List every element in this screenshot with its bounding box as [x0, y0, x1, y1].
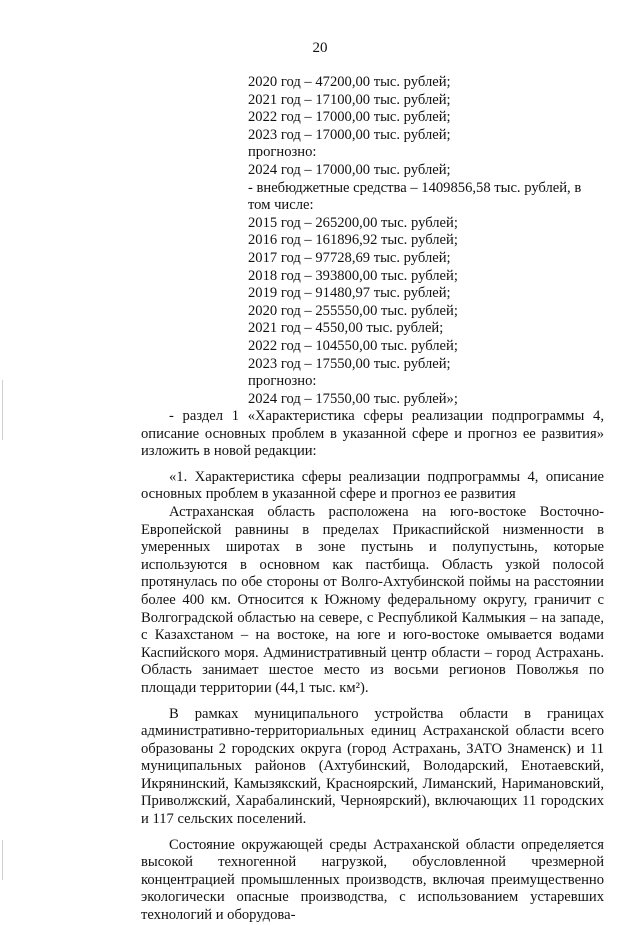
budget-list	[248, 74, 604, 408]
body-text	[141, 408, 604, 925]
forecast-label: прогнозно:	[248, 144, 317, 161]
paragraph-municipal: В рамках муниципального устройства области в границах административно-территориальных единиц Астраханской области всего образованы 2 городских округа (город Астрахань, ЗАТО Знаменск) и 11 муниципальных районов (Ахтубинский, Володарский, Енотаевский, Икрянинский, Камызякский, Красноярский, Лиманский, Наримановский, Приволжский, Харабалинский, Черноярский), включающих 11 городских и 117 сельских поселений.	[141, 705, 604, 828]
budget-line: 2020 год – 47200,00 тыс. рублей;	[248, 74, 451, 90]
budget-line: 2020 год – 255550,00 тыс. рублей;	[248, 302, 458, 319]
page-number: 20	[312, 40, 328, 56]
budget-line: 2021 год – 4550,00 тыс. рублей;	[248, 320, 444, 337]
budget-line: 2019 год – 91480,97 тыс. рублей;	[248, 285, 451, 302]
paragraph-geography: Астраханская область расположена на юго-востоке Восточно-Европейской равнины в пределах Прикаспийской низменности в умеренных широтах в зоне пустынь и полупустынь, которые используются в основном как пастбища. Область узкой полосой протянулась по обе стороны от Волго-Ахтубинской поймы на расстоянии более 400 км. Относится к Южному федеральному округу, граничит с Волгоградской областью на севере, с Республикой Калмыкия – на западе, с Казахстаном – на востоке, на юге и юго-востоке омывается водами Каспийского моря. Административный центр области – город Астрахань. Область занимает шестое место из восьми регионов Поволжья по площади территории (44,1 тыс. км²).	[141, 503, 604, 696]
budget-line: 2017 год – 97728,69 тыс. рублей;	[248, 249, 451, 266]
budget-line: 2022 год – 104550,00 тыс. рублей;	[248, 337, 458, 354]
budget-line: 2021 год – 17100,00 тыс. рублей;	[248, 91, 451, 108]
budget-line: 2022 год – 17000,00 тыс. рублей;	[248, 109, 451, 126]
budget-line: 2016 год – 161896,92 тыс. рублей;	[248, 232, 458, 249]
budget-line: 2018 год – 393800,00 тыс. рублей;	[248, 267, 458, 284]
paragraph-section-instruction: - раздел 1 «Характеристика сферы реализации подпрограммы 4, описание основных проблем в указанной сфере и прогноз ее развития» изложить в новой редакции:	[141, 408, 604, 460]
budget-line: 2023 год – 17000,00 тыс. рублей;	[248, 126, 451, 143]
paragraph-environment: Состояние окружающей среды Астраханской области определяется высокой техногенной нагрузкой, обусловленной чрезмерной концентрацией промышленных производств, включая преимущественно экологически опасные производства, с использованием устаревших технологий и оборудова-	[141, 836, 604, 924]
budget-line: 2024 год – 17000,00 тыс. рублей;	[248, 161, 451, 178]
section-heading: «1. Характеристика сферы реализации подпрограммы 4, описание основных проблем в указанной сфере и прогноз ее развития	[141, 468, 604, 503]
budget-line: 2015 год – 265200,00 тыс. рублей;	[248, 214, 458, 231]
scan-edge-mark	[2, 840, 3, 880]
scan-edge-mark	[2, 380, 3, 440]
extrabudgetary-total: - внебюджетные средства – 1409856,58 тыс. рублей, в том числе:	[248, 179, 582, 214]
budget-line: 2024 год – 17550,00 тыс. рублей»;	[248, 390, 458, 407]
budget-line: 2023 год – 17550,00 тыс. рублей;	[248, 355, 451, 372]
forecast-label: прогнозно:	[248, 373, 317, 390]
